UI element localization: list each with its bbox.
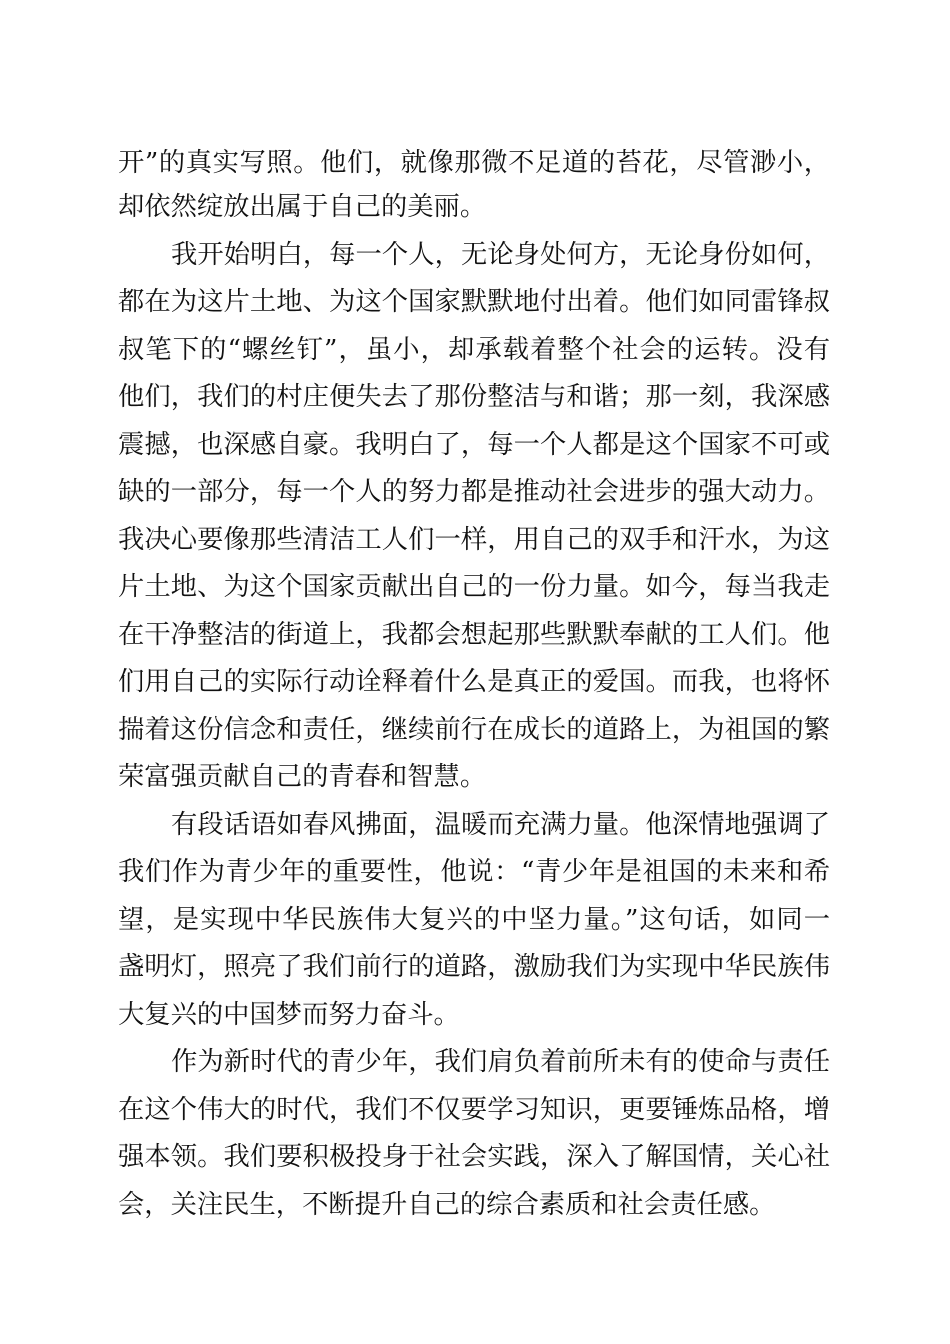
text-line: 有段话语如春风拂面，温暖而充满力量。他深情地强调了 bbox=[171, 810, 830, 840]
text-line: 开”的真实写照。他们，就像那微不足道的苔花，尽管渺小， bbox=[118, 148, 830, 178]
text-line: 在干净整洁的街道上，我都会想起那些默默奉献的工人们。他 bbox=[118, 620, 830, 650]
text-line: 望，是实现中华民族伟大复兴的中坚力量。”这句话，如同一 bbox=[118, 905, 830, 935]
text-line: 荣富强贡献自己的青春和智慧。 bbox=[118, 762, 487, 792]
text-line: 作为新时代的青少年，我们肩负着前所未有的使命与责任 bbox=[171, 1047, 830, 1077]
text-line: 缺的一部分，每一个人的努力都是推动社会进步的强大动力。 bbox=[118, 477, 830, 507]
text-line: 会，关注民生，不断提升自己的综合素质和社会责任感。 bbox=[118, 1190, 776, 1220]
text-line: 强本领。我们要积极投身于社会实践，深入了解国情，关心社 bbox=[118, 1142, 830, 1172]
text-line: 我决心要像那些清洁工人们一样，用自己的双手和汗水，为这 bbox=[118, 525, 830, 555]
text-line: 却依然绽放出属于自己的美丽。 bbox=[118, 192, 487, 222]
text-line: 我开始明白，每一个人，无论身处何方，无论身份如何， bbox=[171, 240, 830, 270]
text-line: 们用自己的实际行动诠释着什么是真正的爱国。而我，也将怀 bbox=[118, 667, 830, 697]
text-line: 盏明灯，照亮了我们前行的道路，激励我们为实现中华民族伟 bbox=[118, 952, 830, 982]
text-line: 在这个伟大的时代，我们不仅要学习知识，更要锤炼品格，增 bbox=[118, 1095, 830, 1125]
text-line: 大复兴的中国梦而努力奋斗。 bbox=[118, 1000, 460, 1030]
text-line: 震撼，也深感自豪。我明白了，每一个人都是这个国家不可或 bbox=[118, 430, 830, 460]
text-line: 都在为这片土地、为这个国家默默地付出着。他们如同雷锋叔 bbox=[118, 287, 830, 317]
text-line: 叔笔下的“螺丝钉”，虽小，却承载着整个社会的运转。没有 bbox=[118, 335, 830, 365]
text-line: 我们作为青少年的重要性，他说：“青少年是祖国的未来和希 bbox=[118, 857, 830, 887]
text-line: 片土地、为这个国家贡献出自己的一份力量。如今，每当我走 bbox=[118, 572, 830, 602]
text-line: 他们，我们的村庄便失去了那份整洁与和谐；那一刻，我深感 bbox=[118, 382, 830, 412]
text-line: 揣着这份信念和责任，继续前行在成长的道路上，为祖国的繁 bbox=[118, 715, 830, 745]
